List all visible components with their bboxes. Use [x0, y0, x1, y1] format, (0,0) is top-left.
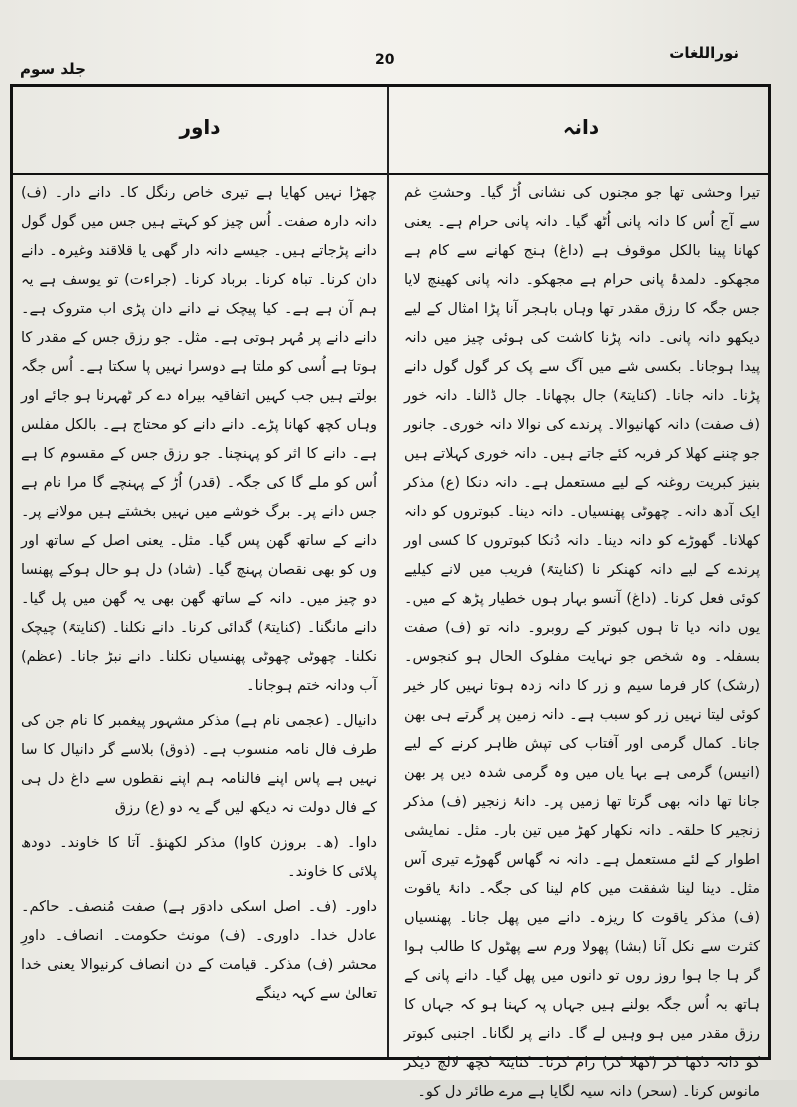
column-heading-row	[13, 87, 768, 175]
entry-paragraph: دانیال۔ (عجمی نام ہے) مذکر مشہور پیغمبر کا نام جن کی طرف فال نامہ منسوب ہے۔ (ذوق) بلاسے گر دانیال کا سا نہیں ہے پاس اپنے فالنامہ ہم اپنے نقطوں سے داغ دل ہی کے فال دولت نہ دیکھ لیں گے یہ دو (ع) رزق	[21, 713, 377, 816]
entry-paragraph: چھڑا نہیں کھایا ہے تیری خاص رنگل کا۔ دانے دار۔ (ف) دانہ دارہ صفت۔ اُس چیز کو کہتے ہیں جس میں گول گول دانے پڑجاتے ہیں۔ جیسے دانہ دار گھی یا قلاقند وغیرہ۔ دانے دان کرنا۔ تباہ کرنا۔ برباد کرنا۔ (جراءت) تو یوسف ہے یہ ہم آن ہے ہے۔ کیا پیچک نے دانے دان پڑی اب متروک ہے۔ دانے دانے پر مُہر ہوتی ہے۔ مثل۔ جو رزق جس کے مقدر کا ہوتا ہے اُسی کو ملتا ہے دوسرا نہیں پا سکتا ہے۔ اُس جگہ بولتے ہیں جب کہیں اتفاقیہ بیراہ دے کر ٹھہرنا ہو جائے اور وہاں کچھ کھانا پڑے۔ دانے دانے کو محتاج ہے۔ بالکل مفلس ہے۔ دانے کا اثر کو پہنچنا۔ جو رزق جس کے مقسوم کا ہے اُس کو ملے گا کی جگہ۔ (قدر) اُڑ کے پہنچے گا مرا نام ہے جس دانے پر۔ برگ خوشے میں نہیں بخشتے ہیں مولانے پر۔ دانے کے ساتھ گھن پس گیا۔ مثل۔ یعنی اصل کے ساتھ اور وں کو بھی نقصان پہنچ گیا۔ (شاد) دل ہو حال ہوکے پھنسا دو چیز میں۔ دانہ کے ساتھ گھن بھی یہ گھن میں پل گیا۔ دانے مانگنا۔ (کنایتہً) گدائی کرنا۔ دانے نکلنا۔ (کنایتہً) چیچک نکلنا۔ چھوٹی چھوٹی پھنسیاں نکلنا۔ دانے نبڑ جانا۔ (عظم) آب ودانہ ختم ہوجانا۔	[21, 185, 377, 694]
right-column-heading: دانہ	[562, 115, 600, 139]
column-divider	[387, 87, 389, 1057]
page-number: 20	[375, 52, 395, 68]
entry-paragraph: داوا۔ (ھ۔ بروزن کاوا) مذکر لکھنؤ۔ آتا کا خاوند۔ دودھ پلائی کا خاوند۔	[21, 835, 377, 880]
book-title: نوراللغات	[669, 44, 739, 62]
volume-label: جلد سوم	[20, 60, 86, 78]
page-frame	[10, 84, 771, 1100]
entry-paragraph: داور۔ (ف۔ اصل اسکی دادوَر ہے) صفت مُنصف۔ حاکم۔ عادل خدا۔ داوری۔ (ف) مونث حکومت۔ انصاف۔ داورِ محشر (ف) مذکر۔ قیامت کے دن انصاف کرنیوالا یعنی خدا تعالیٰ سے کہہ دینگے	[21, 899, 377, 1002]
left-column-heading: داور	[179, 115, 221, 139]
entry-paragraph: تیرا وحشی تھا جو مجنوں کی نشانی اُڑ گیا۔ وحشتِ غم سے آج اُس کا دانہ پانی اُٹھ گیا۔ دانہ پانی حرام ہے۔ یعنی کھانا پینا بالکل موقوف ہے (داغ) ہنج کھانے سے کام ہے مجھکو۔ دلمدۂ پانی حرام ہے مجھکو۔ دانہ پانی کھینچ لایا جس جگہ کا رزق مقدر تھا وہاں باہجر آنا پڑا امثال کے لیے دیکھو دانہ پانی۔ دانہ پڑنا کاشت کی ہوئی چیز میں دانہ پیدا ہوجانا۔ بکسی شے میں آگ سے پک کر گول گول دانے پڑنا۔ دانہ جانا۔ (کنایتہً) جال بچھانا۔ جال ڈالنا۔ دانہ خور (ف صفت) دانہ کھانیوالا۔ پرندے کی نوالا دانہ خوری۔ جانور جو چننے کھلا کر فربہ کئے جاتے ہیں۔ دانہ خوری کہلاتے ہیں بنیز کبریت روغنہ کے لیے مستعمل ہے۔ دانہ دنکا (ع) مذکر ایک آدھ دانہ۔ چھوٹی پھنسیاں۔ دانہ دینا۔ کبوتروں کو دانہ کھلانا۔ گھوڑے کو دانہ دینا۔ دانہ دُنکا کبوتروں کا کسی اور پرندے کے لیے دانہ کھنکر نا (کنایتہً) فریب میں لانے کیلیے کوئی فعل کرنا۔ (داغ) آنسو بہار ہوں خطیار پڑھ کے میں۔ یوں دانہ دیا تا ہوں کبوتر کے روبرو۔ دانہ تو (ف) صفت بسفلہ۔ وہ شخص جو نہایت مفلوک الحال ہو کنجوس۔ (رشک) کار فرما سیم و زر کا دانہ زدہ ہوتا نہیں کار خیر کوئی لیتا نہیں زر کو سبب ہے۔ دانہ زمین پر گرتے ہی بھن جانا۔ کمال گرمی اور آفتاب کی تپش ظاہر کرنے کے لیے (انیس) گرمی ہے بہا یاں میں وہ گرمی شدہ دیں پر بھن جانا تھا دانہ بھی گرتا تھا زمیں پر۔ دانۂ زنجیر (ف) مذکر زنجیر کا حلقہ۔ دانہ نکھار کھڑ میں تین بار۔ مثل۔ نمایشی اطوار کے لئے مستعمل ہے۔ دانہ نہ گھاس گھوڑے تیری آس مثل۔ دینا لینا شفقت میں کام لینا کی جگہ۔ دانۂ یاقوت (ف) مذکر یاقوت کا ریزہ۔ دانے میں پھل جانا۔ پھنسیاں کثرت سے نکل آنا (بشا) پھولا ورم سے پھٹول کا طالب ہوا گر ہا جا ہوا روز روں تو دانوں میں پھل گیا۔ دانے پانی کے ہاتھ بہ اُس جگہ بولنے ہیں جہاں پہ کہنا ہو کہ جہاں کا رزق مقدر میں ہو وہیں لے گا۔ دانے پر لگانا۔ اجنبی کبوتر کو دانہ دکھا کر (کھلا کر) رام کرنا۔ کنایتہً کچھ لالچ دیکر مانوس کرنا۔ (سحر) دانہ سیہ لگایا ہے مرے طائر دل کو۔	[404, 185, 760, 1100]
right-column-text	[404, 179, 760, 1100]
left-column-text	[21, 179, 377, 1051]
